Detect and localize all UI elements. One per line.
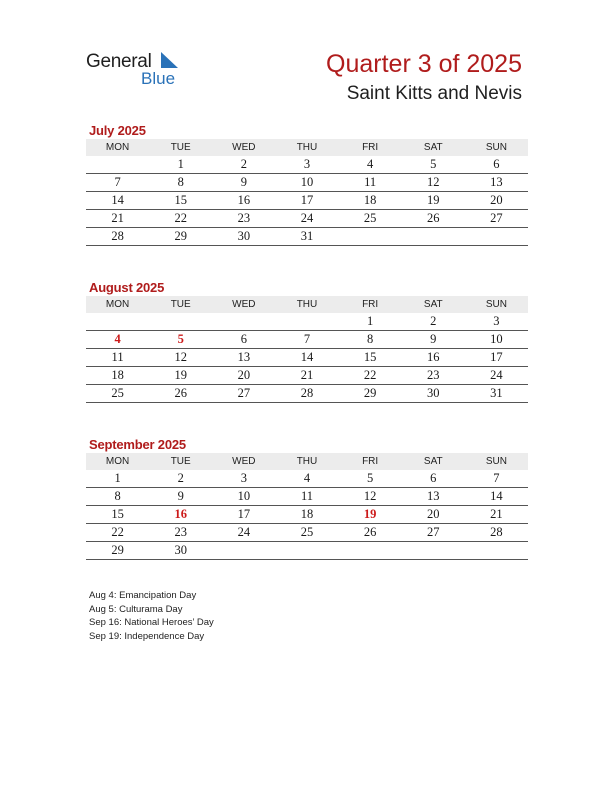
day-cell: 3 [275, 156, 338, 174]
day-cell: 9 [402, 331, 465, 349]
day-cell: 6 [212, 331, 275, 349]
day-cell: 1 [339, 313, 402, 331]
day-cell: 25 [339, 210, 402, 228]
holiday-day-cell: 4 [86, 331, 149, 349]
weekday-header: SUN [465, 453, 528, 470]
day-cell: 4 [339, 156, 402, 174]
day-cell: 10 [212, 488, 275, 506]
day-cell: 9 [212, 174, 275, 192]
weekday-header: SAT [402, 296, 465, 313]
day-cell: 31 [275, 228, 338, 246]
week-row [86, 367, 528, 385]
week-row [86, 506, 528, 524]
weekday-header: WED [212, 139, 275, 156]
day-cell: 11 [339, 174, 402, 192]
day-cell: 27 [212, 385, 275, 403]
day-cell: 8 [86, 488, 149, 506]
day-cell: 30 [149, 542, 212, 560]
day-cell: 12 [402, 174, 465, 192]
weekday-header: SAT [402, 139, 465, 156]
empty-day-cell [339, 542, 402, 560]
calendar-grid [86, 296, 528, 403]
day-cell: 4 [275, 470, 338, 488]
empty-day-cell [465, 542, 528, 560]
weekday-header: MON [86, 296, 149, 313]
day-cell: 2 [149, 470, 212, 488]
empty-day-cell [402, 228, 465, 246]
page-title: Quarter 3 of 2025 [326, 50, 522, 78]
day-cell: 13 [212, 349, 275, 367]
day-cell: 1 [86, 470, 149, 488]
holiday-day-cell: 19 [339, 506, 402, 524]
brand-logo [86, 50, 186, 90]
weekday-header-row [86, 296, 528, 313]
day-cell: 15 [86, 506, 149, 524]
day-cell: 22 [339, 367, 402, 385]
empty-day-cell [402, 542, 465, 560]
day-cell: 27 [465, 210, 528, 228]
day-cell: 1 [149, 156, 212, 174]
day-cell: 3 [465, 313, 528, 331]
month-title: July 2025 [89, 123, 146, 138]
day-cell: 17 [465, 349, 528, 367]
day-cell: 7 [465, 470, 528, 488]
day-cell: 27 [402, 524, 465, 542]
weekday-header-row [86, 453, 528, 470]
holiday-day-cell: 5 [149, 331, 212, 349]
day-cell: 18 [339, 192, 402, 210]
day-cell: 14 [86, 192, 149, 210]
calendar-grid [86, 453, 528, 560]
weekday-header: WED [212, 296, 275, 313]
day-cell: 16 [402, 349, 465, 367]
country-subtitle: Saint Kitts and Nevis [346, 83, 522, 104]
week-row [86, 313, 528, 331]
day-cell: 24 [465, 367, 528, 385]
day-cell: 19 [149, 367, 212, 385]
day-cell: 11 [86, 349, 149, 367]
day-cell: 13 [465, 174, 528, 192]
day-cell: 5 [402, 156, 465, 174]
day-cell: 20 [212, 367, 275, 385]
holiday-day-cell: 16 [149, 506, 212, 524]
day-cell: 13 [402, 488, 465, 506]
week-row [86, 524, 528, 542]
weekday-header: SAT [402, 453, 465, 470]
day-cell: 7 [86, 174, 149, 192]
weekday-header: TUE [149, 139, 212, 156]
day-cell: 26 [402, 210, 465, 228]
week-row [86, 470, 528, 488]
day-cell: 14 [465, 488, 528, 506]
day-cell: 7 [275, 331, 338, 349]
weekday-header: MON [86, 453, 149, 470]
week-row [86, 349, 528, 367]
day-cell: 28 [275, 385, 338, 403]
weekday-header: FRI [339, 296, 402, 313]
day-cell: 18 [86, 367, 149, 385]
day-cell: 23 [402, 367, 465, 385]
weekday-header: WED [212, 453, 275, 470]
empty-day-cell [86, 313, 149, 331]
weekday-header: TUE [149, 296, 212, 313]
day-cell: 3 [212, 470, 275, 488]
calendar-grid [86, 139, 528, 246]
logo-blue-text: Blue [141, 69, 176, 88]
day-cell: 6 [402, 470, 465, 488]
holiday-item: Aug 4: Emancipation Day [89, 590, 197, 601]
day-cell: 24 [212, 524, 275, 542]
weekday-header: SUN [465, 296, 528, 313]
holiday-item: Sep 19: Independence Day [89, 630, 205, 642]
day-cell: 2 [212, 156, 275, 174]
month-september [86, 436, 528, 560]
day-cell: 12 [149, 349, 212, 367]
week-row [86, 542, 528, 560]
day-cell: 20 [465, 192, 528, 210]
holiday-item: Sep 16: National Heroes’ Day [89, 617, 214, 629]
weekday-header: THU [275, 453, 338, 470]
day-cell: 19 [402, 192, 465, 210]
week-row [86, 228, 528, 246]
weekday-header: MON [86, 139, 149, 156]
weekday-header: THU [275, 139, 338, 156]
day-cell: 28 [86, 228, 149, 246]
empty-day-cell [86, 156, 149, 174]
day-cell: 15 [339, 349, 402, 367]
day-cell: 11 [275, 488, 338, 506]
day-cell: 10 [465, 331, 528, 349]
day-cell: 31 [465, 385, 528, 403]
day-cell: 29 [149, 228, 212, 246]
empty-day-cell [149, 313, 212, 331]
day-cell: 21 [86, 210, 149, 228]
day-cell: 17 [212, 506, 275, 524]
day-cell: 6 [465, 156, 528, 174]
weekday-header-row [86, 139, 528, 156]
holiday-list [89, 589, 214, 643]
empty-day-cell [212, 313, 275, 331]
empty-day-cell [339, 228, 402, 246]
day-cell: 29 [339, 385, 402, 403]
day-cell: 16 [212, 192, 275, 210]
weekday-header: FRI [339, 453, 402, 470]
day-cell: 9 [149, 488, 212, 506]
empty-day-cell [212, 542, 275, 560]
day-cell: 26 [339, 524, 402, 542]
empty-day-cell [275, 542, 338, 560]
holiday-item: Aug 5: Culturama Day [89, 603, 183, 615]
weekday-header: SUN [465, 139, 528, 156]
day-cell: 8 [149, 174, 212, 192]
day-cell: 25 [86, 385, 149, 403]
month-august [86, 279, 528, 403]
day-cell: 17 [275, 192, 338, 210]
weekday-header: FRI [339, 139, 402, 156]
empty-day-cell [465, 228, 528, 246]
week-row [86, 385, 528, 403]
day-cell: 21 [465, 506, 528, 524]
week-row [86, 174, 528, 192]
month-july [86, 122, 528, 246]
week-row [86, 192, 528, 210]
weekday-header: THU [275, 296, 338, 313]
day-cell: 15 [149, 192, 212, 210]
day-cell: 29 [86, 542, 149, 560]
day-cell: 24 [275, 210, 338, 228]
weekday-header: TUE [149, 453, 212, 470]
month-title: September 2025 [89, 437, 186, 452]
day-cell: 28 [465, 524, 528, 542]
week-row [86, 210, 528, 228]
day-cell: 25 [275, 524, 338, 542]
day-cell: 22 [86, 524, 149, 542]
day-cell: 20 [402, 506, 465, 524]
week-row [86, 331, 528, 349]
day-cell: 23 [149, 524, 212, 542]
day-cell: 18 [275, 506, 338, 524]
day-cell: 12 [339, 488, 402, 506]
day-cell: 10 [275, 174, 338, 192]
week-row [86, 156, 528, 174]
month-title: August 2025 [89, 280, 165, 295]
week-row [86, 488, 528, 506]
day-cell: 21 [275, 367, 338, 385]
day-cell: 26 [149, 385, 212, 403]
day-cell: 8 [339, 331, 402, 349]
empty-day-cell [275, 313, 338, 331]
day-cell: 14 [275, 349, 338, 367]
day-cell: 22 [149, 210, 212, 228]
day-cell: 5 [339, 470, 402, 488]
logo-general-text: General [86, 51, 152, 72]
day-cell: 23 [212, 210, 275, 228]
day-cell: 30 [212, 228, 275, 246]
day-cell: 2 [402, 313, 465, 331]
day-cell: 30 [402, 385, 465, 403]
